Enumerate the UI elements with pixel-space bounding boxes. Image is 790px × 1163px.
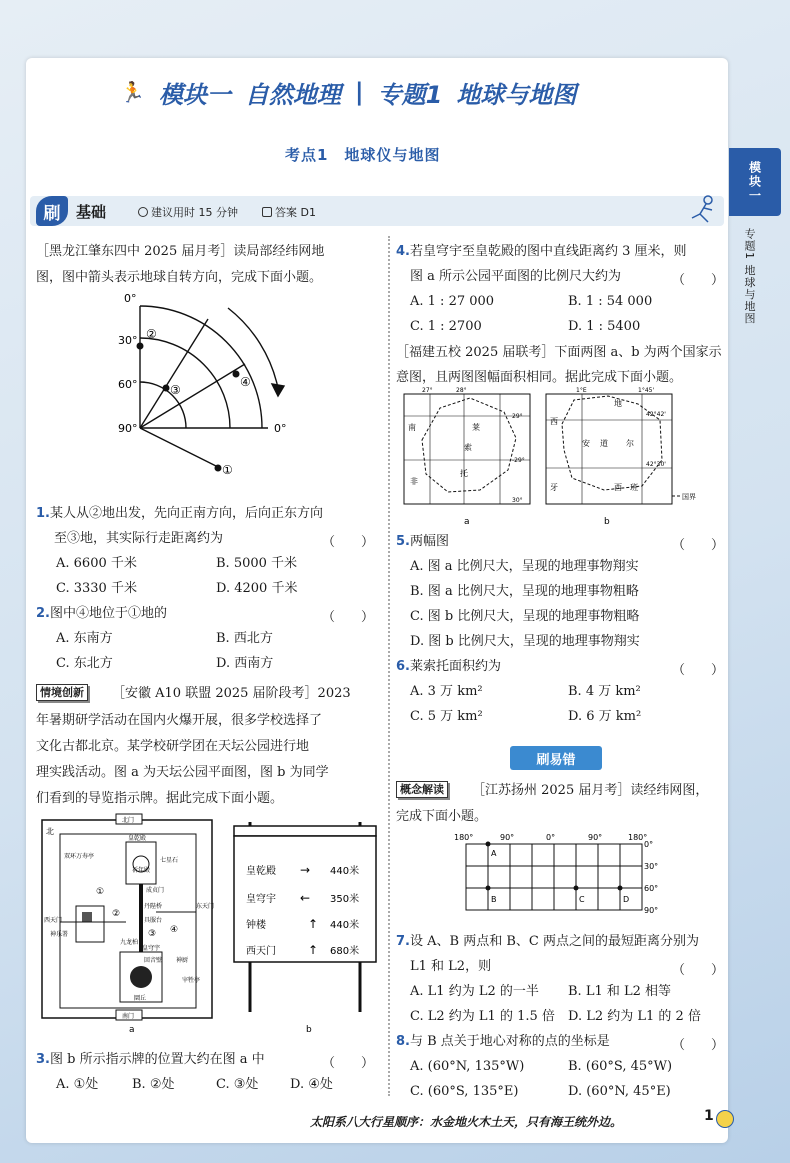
sign-row-4-arrow: ↑ (308, 943, 319, 957)
huangqian-label: 皇乾殿 (128, 835, 147, 842)
q6-number: 6. (396, 659, 410, 674)
context-line-5: 们看到的导览指示牌。据此完成下面小题。 (36, 791, 284, 806)
column-divider (388, 236, 390, 1096)
figure-a-caption: a (129, 1025, 135, 1035)
q8-line (396, 1034, 610, 1049)
q8-number: 8. (396, 1034, 410, 1049)
easy-mistake-banner: 刷易错 (510, 746, 602, 770)
marker-2: ② (112, 909, 121, 919)
clock-icon (138, 207, 148, 217)
q3-paren: （ ） (322, 1056, 375, 1071)
section-badge: 刷 (36, 196, 68, 226)
q1-option-a[interactable]: A. 6600 千米 (56, 556, 137, 571)
q7-option-d[interactable]: D. L2 约为 L1 的 2 倍 (568, 1009, 701, 1024)
shenchu-label: 神厨 (176, 957, 189, 964)
q1-option-d[interactable]: D. 4200 千米 (216, 581, 298, 596)
sign-top-beam (234, 826, 376, 836)
q7-line-1 (396, 934, 699, 949)
map-a-tick-4: -29° (512, 457, 525, 464)
north-gate-label: 北门 (122, 817, 135, 824)
signboard-figure (230, 818, 380, 1034)
q1-line-1 (36, 506, 323, 521)
map-b-tick-1: 1°E (576, 387, 587, 394)
marker-3: ③ (148, 929, 157, 939)
q4-line-1 (396, 244, 687, 259)
q5-text: 两幅图 (409, 534, 449, 549)
q4-option-b[interactable]: B. 1 : 54 000 (568, 294, 653, 309)
map-b-caption: b (604, 517, 610, 527)
grid-right-2: 30° (644, 862, 659, 871)
point-c-label: C (579, 895, 585, 904)
q4-option-c[interactable]: C. 1 : 2700 (410, 319, 482, 334)
map-a-caption: a (464, 517, 470, 527)
q2-option-a[interactable]: A. 东南方 (56, 631, 113, 646)
map-b-label-5: 尔 (626, 439, 634, 448)
latlon-grid-figure (454, 830, 684, 918)
q5-paren: （ ） (672, 538, 725, 553)
map-b-label-3: 安 (582, 439, 590, 448)
point-d (618, 886, 623, 891)
map-b-legend: 国界 (682, 493, 696, 501)
answer-icon (262, 207, 272, 217)
grid-top-1: 180° (454, 833, 474, 842)
grid-right-1: 0° (644, 840, 654, 849)
q8-text: 与 B 点关于地心对称的点的坐标是 (409, 1034, 610, 1049)
jiulong-label: 九龙柏 (120, 939, 139, 946)
sign-row-3-arrow: ↑ (308, 917, 319, 931)
map-b-tick-3: 42°42' (646, 411, 666, 418)
q3-option-a[interactable]: A. ①处 (56, 1077, 99, 1092)
sign-row-2-dist: 350米 (330, 894, 360, 905)
concept-tag: 概念解读 (396, 781, 448, 798)
lat-30-label: 30° (118, 334, 138, 347)
point-1 (215, 465, 222, 472)
q4-line-2: 图 a 所示公园平面图的比例尺大约为 (410, 269, 622, 284)
graticule-figure (110, 288, 310, 478)
q6-text: 莱索托面积约为 (409, 659, 501, 674)
point-d-label: D (623, 895, 630, 904)
chengzhen-label: 成贞门 (146, 887, 165, 894)
south-gate-label: 南门 (122, 1013, 135, 1020)
context-line-3: 文化古都北京。某学校研学团在天坛公园进行地 (36, 739, 310, 754)
context-tag: 情境创新 (36, 684, 88, 701)
page-title (120, 72, 640, 112)
context-line-4: 理实践活动。图 a 为天坛公园平面图，图 b 为同学 (36, 765, 329, 780)
q1-text-1: 某人从②地出发，先向正南方向，后向正东方向 (49, 506, 323, 521)
answer-ref (262, 204, 316, 220)
q5-line (396, 534, 449, 549)
map-a-figure (400, 387, 536, 530)
intro-line-1: ［黑龙江肇东四中 2025 届月考］读局部经纬网地 (36, 244, 325, 259)
lat-60-label: 60° (118, 378, 138, 391)
arrow-head (272, 384, 284, 396)
point-4-label: ④ (240, 375, 251, 389)
sign-row-2-arrow: ← (300, 891, 311, 905)
q1-option-b[interactable]: B. 5000 千米 (216, 556, 298, 571)
side-tab-module: 模块一 (729, 148, 781, 216)
q8-option-b[interactable]: B. (60°S, 45°W) (568, 1059, 673, 1074)
exam-point-title: 考点1 地球仪与地图 (285, 146, 441, 164)
q3-option-c[interactable]: C. ③处 (216, 1077, 259, 1092)
shenyue-label: 神乐署 (50, 931, 69, 938)
ring-pavilion-label: 双环万寿亭 (64, 853, 95, 860)
q3-text: 图 b 所示指示牌的位置大约在图 a 中 (49, 1052, 265, 1067)
q1-paren: （ ） (322, 535, 375, 550)
park-map-figure (36, 812, 222, 1034)
map-a-label-1: 南 (408, 423, 416, 432)
figure-b-caption: b (306, 1025, 312, 1035)
sign-row-2-name: 皇穹宇 (246, 894, 276, 905)
q3-option-b[interactable]: B. ②处 (132, 1077, 175, 1092)
q4-number: 4. (396, 244, 410, 259)
q2-number: 2. (36, 606, 50, 621)
q3-line (36, 1052, 265, 1067)
q7-line-2: L1 和 L2，则 (410, 959, 492, 974)
title-separator: | (354, 78, 364, 106)
section-bar (30, 196, 724, 226)
q6-paren: （ ） (672, 663, 725, 678)
q2-option-c[interactable]: C. 东北方 (56, 656, 113, 671)
map-b-label-6: 西 (614, 483, 622, 492)
jufu-label: 具服台 (144, 917, 163, 924)
q1-line-2: 至③地，其实际行走距离约为 (54, 531, 224, 546)
qinian-label: 祈年殿 (132, 867, 151, 874)
title-topic-name: 地球与地图 (456, 80, 577, 109)
map-a-tick-3: 29° (512, 413, 523, 420)
map-b-label-8: 牙 (550, 483, 558, 492)
q7-option-b[interactable]: B. L1 和 L2 相等 (568, 984, 672, 999)
q6-option-a[interactable]: A. 3 万 km² (410, 684, 483, 699)
grid-top-3: 0° (546, 833, 556, 842)
q6-option-b[interactable]: B. 4 万 km² (568, 684, 641, 699)
point-b-label: B (491, 895, 497, 904)
q8-option-d[interactable]: D. (60°N, 45°E) (568, 1084, 671, 1099)
map-a-label-3: 索 (464, 443, 472, 452)
q7-option-a[interactable]: A. L1 约为 L2 的一半 (410, 984, 539, 999)
danbi-label: 丹陛桥 (144, 903, 163, 910)
q4-text-1: 若皇穹宇至皇乾殿的图中直线距离约 3 厘米，则 (409, 244, 687, 259)
qixing-label: 七星石 (160, 857, 179, 864)
point-a (486, 842, 491, 847)
q2-text: 图中④地位于①地的 (49, 606, 167, 621)
point-3 (163, 385, 170, 392)
fujian-line-2: 意图，且两图图幅面积相同。据此完成下面小题。 (396, 370, 683, 385)
sign-row-4-dist: 680米 (330, 946, 360, 957)
point-2-label: ② (146, 327, 157, 341)
fujian-line-1: ［福建五校 2025 届联考］下面两图 a、b 为两个国家示 (396, 345, 722, 360)
q5-number: 5. (396, 534, 410, 549)
map-b-label-4: 道 (600, 439, 608, 448)
q2-option-b[interactable]: B. 西北方 (216, 631, 273, 646)
q6-option-c[interactable]: C. 5 万 km² (410, 709, 483, 724)
lat-0-label: 0° (124, 292, 137, 305)
huangqiong-label: 皇穹宇 (142, 945, 161, 952)
map-a-label-4: 托 (460, 469, 468, 478)
q4-paren: （ ） (672, 273, 725, 288)
q8-option-a[interactable]: A. (60°N, 135°W) (410, 1059, 525, 1074)
q7-option-c[interactable]: C. L2 约为 L1 的 1.5 倍 (410, 1009, 555, 1024)
shenyue-office (76, 906, 104, 942)
grid-top-4: 90° (588, 833, 603, 842)
map-a-label-2: 莱 (472, 423, 480, 432)
north-label: 北 (46, 827, 54, 836)
q7-text-1: 设 A、B 两点和 B、C 两点之间的最短距离分别为 (409, 934, 699, 949)
map-b-label-2: 地 (614, 399, 622, 408)
point-3-label: ③ (170, 383, 181, 397)
page-number-badge (716, 1110, 734, 1128)
q5-option-b[interactable]: B. 图 a 比例尺大，呈现的地理事物粗略 (410, 584, 639, 599)
sign-row-3-dist: 440米 (330, 920, 360, 931)
grid-right-4: 90° (644, 906, 659, 915)
map-b-figure (542, 387, 696, 530)
runner-icon: 🏃 (120, 80, 145, 104)
suggested-time (138, 204, 238, 220)
west-gate-label: 西天门 (44, 917, 63, 924)
context-line-1: ［安徽 A10 联盟 2025 届阶段考］2023 (112, 686, 351, 701)
zaisheng-label: 宰牲亭 (182, 977, 201, 984)
point-c (574, 886, 579, 891)
runner-decoration-icon (684, 192, 720, 228)
marker-4: ④ (170, 925, 179, 935)
map-b-tick-2: 1°45' (638, 387, 655, 394)
q5-option-c[interactable]: C. 图 b 比例尺大，呈现的地理事物粗略 (410, 609, 640, 624)
sign-row-1-dist: 440米 (330, 866, 360, 877)
title-module: 模块一 (158, 80, 231, 109)
title-topic: 专题1 (377, 80, 443, 109)
page-number: 1 (704, 1108, 714, 1124)
map-b-tick-4: 42°30' (646, 461, 666, 468)
intro-line-2: 图，图中箭头表示地球自转方向，完成下面小题。 (36, 270, 323, 285)
answer-ref-text: 答案 D1 (275, 206, 316, 219)
point-b (486, 886, 491, 891)
lon-0-label: 0° (274, 422, 287, 435)
q2-option-d[interactable]: D. 西南方 (216, 656, 274, 671)
grid-right-3: 60° (644, 884, 659, 893)
q1-number: 1. (36, 506, 50, 521)
map-a-tick-5: 30° (512, 497, 523, 504)
q7-number: 7. (396, 934, 410, 949)
map-a-tick-2: 28° (456, 387, 467, 394)
point-2 (137, 343, 144, 350)
q8-paren: （ ） (672, 1038, 725, 1053)
map-a-tick-1: 27° (422, 387, 433, 394)
q2-paren: （ ） (322, 610, 375, 625)
q6-option-d[interactable]: D. 6 万 km² (568, 709, 642, 724)
point-4 (233, 371, 240, 378)
q5-option-a[interactable]: A. 图 a 比例尺大，呈现的地理事物翔实 (410, 559, 639, 574)
q3-number: 3. (36, 1052, 50, 1067)
q4-option-d[interactable]: D. 1 : 5400 (568, 319, 641, 334)
map-b-label-7: 班 (630, 483, 638, 492)
grid-top-5: 180° (628, 833, 648, 842)
marker-1: ① (96, 887, 105, 897)
suggested-time-text: 建议用时 15 分钟 (151, 206, 238, 219)
shenyue-building (82, 912, 92, 922)
sign-row-4-name: 西天门 (246, 946, 276, 957)
sign-row-1-arrow: → (300, 863, 311, 877)
q2-line (36, 606, 167, 621)
sign-row-3-name: 钟楼 (246, 920, 266, 931)
map-b-label-1: 西 (550, 417, 558, 426)
qinian-hall (126, 842, 156, 884)
outer-arc (140, 306, 262, 428)
side-tab-topic: 专题1 地球与地图 (743, 228, 756, 325)
grid-top-2: 90° (500, 833, 515, 842)
concept-line-2: 完成下面小题。 (396, 809, 488, 824)
section-label: 基础 (76, 203, 107, 221)
q4-option-a[interactable]: A. 1 : 27 000 (410, 294, 495, 309)
q6-line (396, 659, 501, 674)
radial-line-3 (140, 428, 216, 466)
map-a-label-5: 非 (410, 477, 418, 486)
q5-option-d[interactable]: D. 图 b 比例尺大，呈现的地理事物翔实 (410, 634, 640, 649)
east-gate-label: 东天门 (196, 903, 215, 910)
huanqiu-altar (130, 966, 152, 988)
q7-paren: （ ） (672, 963, 725, 978)
huanqiu-label: 圜丘 (134, 995, 147, 1002)
point-a-label: A (491, 849, 497, 858)
point-1-label: ① (222, 463, 233, 477)
q1-option-c[interactable]: C. 3330 千米 (56, 581, 137, 596)
q3-option-d[interactable]: D. ④处 (290, 1077, 333, 1092)
huiyin-label: 回音壁 (144, 957, 163, 964)
title-subject: 自然地理 (244, 80, 341, 109)
q8-option-c[interactable]: C. (60°S, 135°E) (410, 1084, 519, 1099)
footer-tip: 太阳系八大行星顺序：水金地火木土天，只有海王统外边。 (310, 1115, 623, 1129)
lat-90-label: 90° (118, 422, 138, 435)
concept-line-1: ［江苏扬州 2025 届月考］读经纬网图， (472, 783, 709, 798)
middle-arc (140, 338, 230, 428)
sign-row-1-name: 皇乾殿 (246, 866, 276, 877)
context-line-2: 年暑期研学活动在国内火爆开展，很多学校选择了 (36, 713, 323, 728)
